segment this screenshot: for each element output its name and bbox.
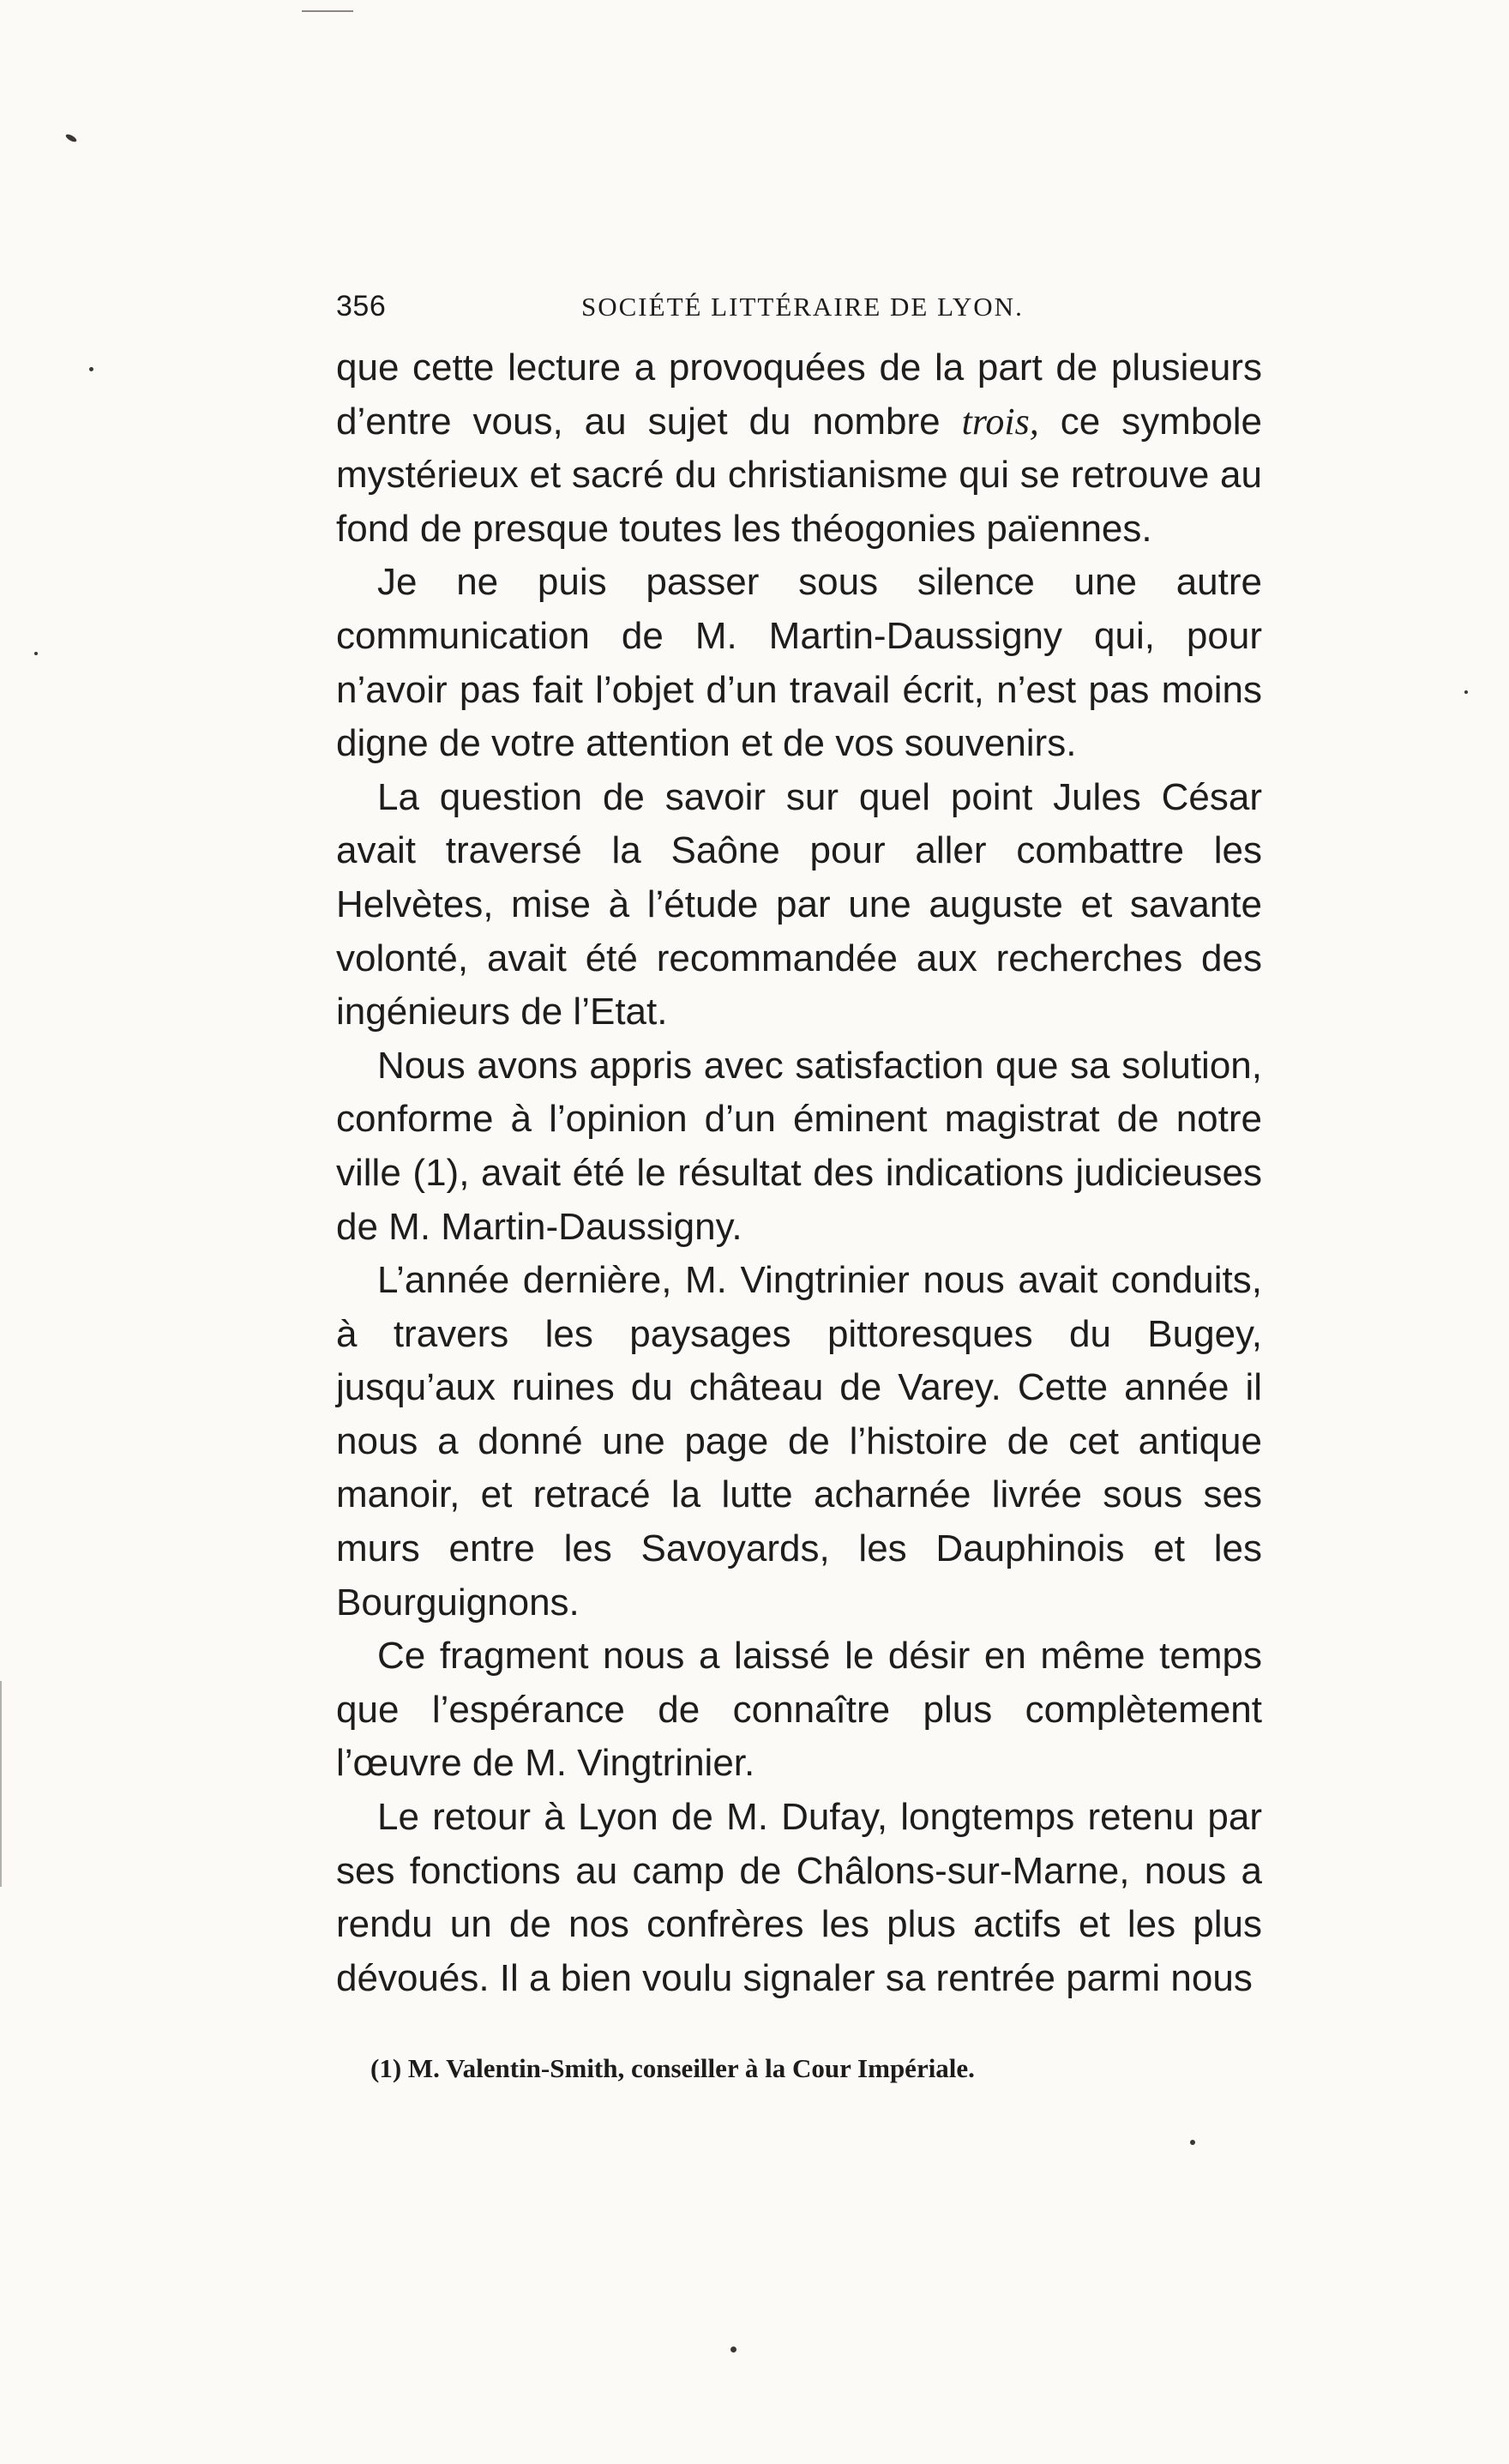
page-number: 356 [336,290,387,322]
speck [730,2347,736,2353]
paragraph-1-start: que cette lecture a provoquées de la part de plusieurs d’entre vous, au sujet du nombre [336,346,1262,443]
paragraph-continued [336,341,1262,556]
margin-rule [0,1681,2,1887]
top-rule [302,10,353,12]
body-text [336,341,1262,2005]
speck [89,367,93,371]
paragraph-4: Nous avons appris avec satisfaction que sa solution, conforme à l’opinion d’un éminent magistrat de notre ville (1), avait été le résultat des indications judicieuses de M. Martin-Daussigny. [336,1044,1262,1248]
paragraph-6: Ce fragment nous a laissé le désir en même temps que l’espérance de connaître plus complètement l’œuvre de M. Vingtrinier. [336,1635,1262,1785]
running-title: SOCIÉTÉ LITTÉRAIRE DE LYON. [581,292,1024,322]
paragraph-7: Le retour à Lyon de M. Dufay, longtemps retenu par ses fonctions au camp de Châlons-sur-Marne, nous a rendu un de nos confrères les plus actifs et les plus dévoués. Il a bien voulu signaler sa rentrée parmi nous [336,1796,1262,1999]
book-page [336,290,1262,2084]
speck [1464,690,1468,694]
speck [34,652,38,655]
paragraph-5: L’année dernière, M. Vingtrinier nous avait conduits, à travers les paysages pittoresques du Bugey, jusqu’aux ruines du château de Varey. Cette année il nous a donné une page de l’histoire de cet antique manoir, et retracé la lutte acharnée livrée sous ses murs entre les Savoyards, les Dauphinois et les Bourguignons. [336,1259,1262,1624]
speck [1190,2140,1195,2145]
paragraph-1-italic: trois, [961,400,1039,443]
running-head [336,290,1262,341]
footnote: (1) M. Valentin-Smith, conseiller à la Cour Impériale. [370,2053,975,2084]
paragraph-3: La question de savoir sur quel point Jules César avait traversé la Saône pour aller combattre les Helvètes, mise à l’étude par une auguste et savante volonté, avait été recommandée aux recherches des ingénieurs de l’Etat. [336,775,1262,1033]
paragraph-2: Je ne puis passer sous silence une autre communication de M. Martin-Daussigny qui, pour n’avoir pas fait l’objet d’un travail écrit, n’est pas moins digne de votre attention et de vos souvenirs. [336,561,1262,765]
paragraph-1-end: ce symbole mystérieux et sacré du christianisme qui se retrouve au fond de presque toutes les théogonies païennes. [336,400,1263,550]
speck [64,133,77,143]
